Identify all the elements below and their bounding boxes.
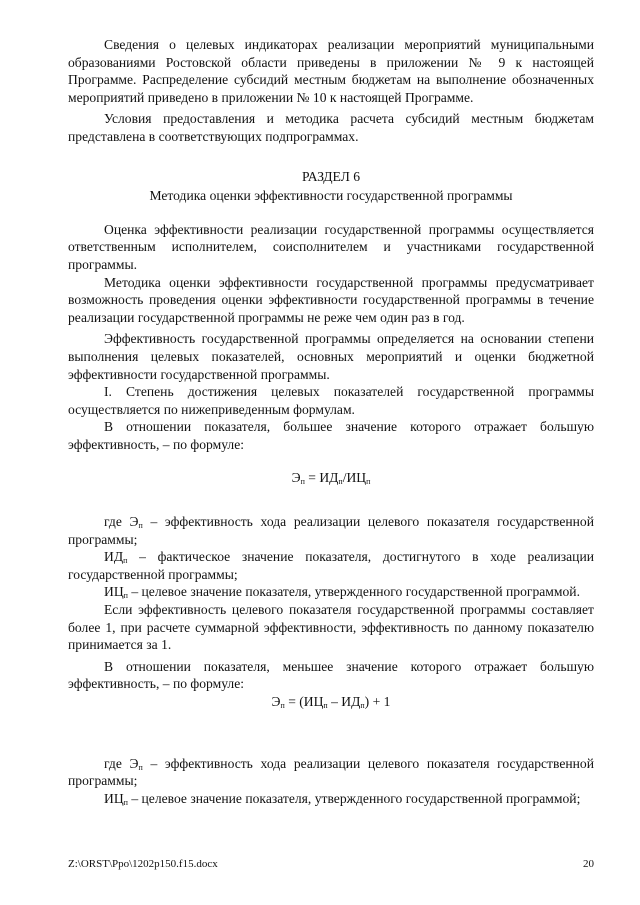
def1-line1-pre: где Э xyxy=(104,514,139,530)
def1-line2-post: – фактическое значение показателя, достигнутого в ходе реализации государственной программы; xyxy=(68,549,594,582)
formula1-div: /ИЦ xyxy=(342,470,367,486)
footer-file-path: Z:\ORST\Ppo\1202p150.f15.docx xyxy=(68,858,218,870)
formula2-part1: = (ИЦ xyxy=(284,694,324,709)
def2-line2-sub: п xyxy=(123,797,128,807)
paragraph-efficiency-basis: Эффективность государственной программы определяется на основании степени выполнения целевых показателей, основных мероприятий и оценки бюджетной эффективности государственной программы. xyxy=(68,331,594,382)
def2-line1-post: – эффективность хода реализации целевого показателя государственной программы; xyxy=(68,755,594,789)
page-content xyxy=(68,36,594,807)
def1-line1-post: – эффективность хода реализации целевого показателя государственной программы; xyxy=(68,514,594,547)
formula2-part2: – ИД xyxy=(327,694,361,709)
formula1-end-sub: п xyxy=(366,477,371,487)
paragraph-evaluation-who: Оценка эффективности реализации государственной программы осуществляется ответственным исполнителем, соисполнителем и участниками государственной программы. xyxy=(68,221,594,272)
paragraph-cap-rule: Если эффективность целевого показателя государственной программы составляет более 1, при расчете суммарной эффективности, эффективность по данному показателю принимается за 1. xyxy=(68,602,594,653)
section-number: РАЗДЕЛ 6 xyxy=(301,168,361,184)
paragraph-greater-value: В отношении показателя, большее значение которого отражает большую эффективность, – по формуле: xyxy=(68,419,594,452)
paragraph-subsidy-conditions: Условия предоставления и методика расчета субсидий местным бюджетам представлена в соответствующих подпрограммах. xyxy=(68,111,594,144)
def2-line2-pre: ИЦ xyxy=(104,790,124,806)
paragraph-subsidy-info: Сведения о целевых индикаторах реализации мероприятий муниципальными образованиями Ростовской области приведены в приложении № 9 к настоящей Программе. Распределение субсидий местным бюджетам на выполнение обозначенных мероприятий приведено в приложении № 10 к настоящей Программе. xyxy=(68,37,594,105)
def1-line1-sub: п xyxy=(138,521,143,531)
def1-line3-sub: п xyxy=(123,591,128,601)
section-title: Методика оценки эффективности государственной программы xyxy=(149,188,513,204)
paragraph-indicators-degree: I. Степень достижения целевых показателей государственной программы осуществляется по нижеприведенным формулам. xyxy=(68,384,594,417)
def1-line2-sub: п xyxy=(123,556,128,566)
def1-line2-pre: ИД xyxy=(104,549,124,565)
definition2-efficiency xyxy=(68,755,594,790)
formula2-part3: ) + 1 xyxy=(364,694,391,709)
definition-efficiency xyxy=(68,513,594,548)
formula1-lhs-sub: п xyxy=(300,477,305,487)
def2-line1-sub: п xyxy=(138,762,143,772)
formula2-lhs: Э xyxy=(271,694,281,709)
paragraph-lesser-value: В отношении показателя, меньшее значение которого отражает большую эффективность, – по формуле: xyxy=(68,658,594,692)
def2-line1-pre: где Э xyxy=(104,755,139,771)
formula1-lhs: Э xyxy=(291,470,301,486)
formula2-sub1: п xyxy=(323,701,328,710)
paragraph-evaluation-method: Методика оценки эффективности государственной программы предусматривает возможность проведения оценки эффективности государственной программы в течение реализации государственной программы не реже чем один раз в год. xyxy=(68,274,594,325)
formula-greater xyxy=(68,469,594,487)
definition-target-value xyxy=(68,583,594,601)
formula1-mid-sub: п xyxy=(338,477,343,487)
formula2-sub2: п xyxy=(360,701,365,710)
def1-line3-post: – целевое значение показателя, утвержденного государственной программой. xyxy=(127,584,580,600)
footer-page-number: 20 xyxy=(583,858,594,870)
definition-actual-value xyxy=(68,548,594,583)
formula2-lhs-sub: п xyxy=(280,701,285,710)
def2-line2-post: – целевое значение показателя, утвержденного государственной программой; xyxy=(127,790,581,806)
page-footer xyxy=(68,856,594,874)
definition2-target-value xyxy=(68,790,594,808)
def1-line3-pre: ИЦ xyxy=(104,584,124,600)
formula-lesser xyxy=(68,693,594,711)
formula1-eq: = ИД xyxy=(304,470,339,486)
